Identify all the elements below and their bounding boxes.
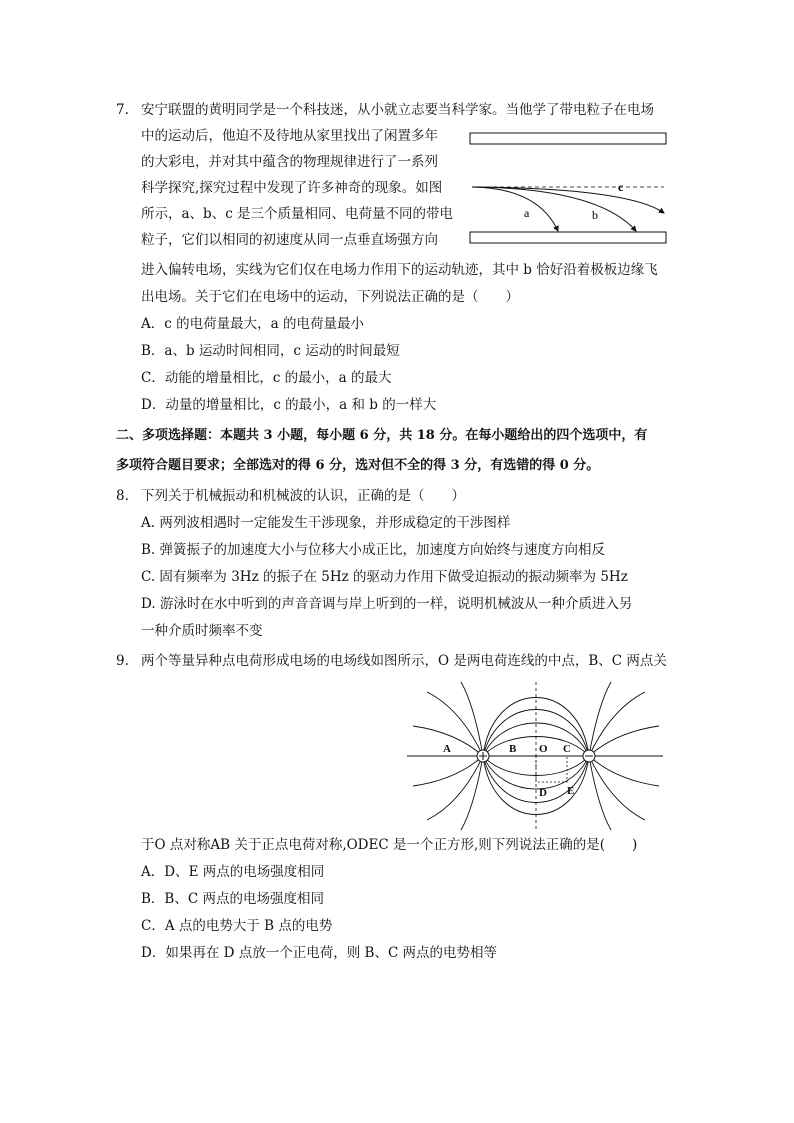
q7-label-a: a xyxy=(524,206,530,220)
q7-option-b: B．a、b 运动时间相同，c 运动的时间最短 xyxy=(141,343,400,359)
q7-lower-plate xyxy=(470,232,666,243)
q8-stem: 下列关于机械振动和机械波的认识，正确的是（ ） xyxy=(141,488,465,504)
q7-option-c: C．动能的增量相比，c 的最小，a 的最大 xyxy=(141,370,392,386)
q7-stem-line-2: 中的运动后，他迫不及待地从家里找出了闲置多年 xyxy=(141,128,438,144)
q7-stem-line-8: 出电场。关于它们在电场中的运动，下列说法正确的是（ ） xyxy=(141,289,519,305)
q9-label-a: A xyxy=(443,743,451,755)
q8-option-c: C. 固有频率为 3Hz 的振子在 5Hz 的驱动力作用下做受迫振动的振动频率为 5Hz xyxy=(141,569,628,585)
q9-label-b: B xyxy=(509,743,517,755)
q9-number: 9. xyxy=(116,653,129,669)
section2-header-line-1: 二、多项选择题：本题共 3 小题，每小题 6 分，共 18 分。在每小题给出的四个选项中，有 xyxy=(116,428,648,443)
q8-option-b: B. 弹簧振子的加速度大小与位移大小成正比，加速度方向始终与速度方向相反 xyxy=(141,542,606,558)
q7-option-d: D．动量的增量相比，c 的最小，a 和 b 的一样大 xyxy=(141,397,437,413)
q9-option-c: C．A 点的电势大于 B 点的电势 xyxy=(141,918,333,934)
q7-stem-line-1: 安宁联盟的黄明同学是一个科技迷，从小就立志要当科学家。当他学了带电粒子在电场 xyxy=(141,102,654,118)
q9-stem-line-2: 于O 点对称AB 关于正点电荷对称,ODEC 是一个正方形,则下列说法正确的是( ) xyxy=(141,837,638,853)
q9-stem-line-1: 两个等量异种点电荷形成电场的电场线如图所示，O 是两电荷连线的中点，B、C 两点关 xyxy=(141,653,667,669)
q9-label-o: O xyxy=(539,743,548,755)
q9-label-e: E xyxy=(567,785,575,797)
q9-option-d: D．如果再在 D 点放一个正电荷，则 B、C 两点的电势相等 xyxy=(141,945,498,961)
q9-square-odec xyxy=(536,756,567,782)
q7-option-a: A．c 的电荷量最大，a 的电荷量最小 xyxy=(141,316,364,332)
q8-option-a: A. 两列波相遇时一定能发生干涉现象，并形成稳定的干涉图样 xyxy=(141,515,511,531)
q7-deflection-figure xyxy=(468,130,668,250)
q7-stem-line-7: 进入偏转电场，实线为它们仅在电场力作用下的运动轨迹，其中 b 恰好沿着极板边缘飞 xyxy=(141,262,658,278)
q9-label-d: D xyxy=(539,787,547,799)
q8-option-d: D. 游泳时在水中听到的声音音调与岸上听到的一样，说明机械波从一种介质进入另 xyxy=(141,596,633,612)
q7-trajectory-c xyxy=(472,187,664,213)
q8-number: 8. xyxy=(116,488,129,504)
q9-field-lines xyxy=(407,682,663,830)
q7-label-b: b xyxy=(592,208,598,222)
q8-option-d-cont: 一种介质时频率不变 xyxy=(141,623,263,639)
q7-stem-line-5: 所示，a、b、c 是三个质量相同、电荷量不同的带电 xyxy=(141,206,454,222)
q7-trajectory-a xyxy=(472,187,558,231)
q7-stem-line-4: 科学探究,探究过程中发现了许多神奇的现象。如图 xyxy=(141,180,443,196)
section2-header-line-2: 多项符合题目要求；全部选对的得 6 分，选对但不全的得 3 分，有选错的得 0 分。 xyxy=(116,458,600,473)
q7-upper-plate xyxy=(470,133,666,144)
q7-number: 7. xyxy=(116,102,129,118)
q7-stem-line-6: 粒子，它们以相同的初速度从同一点垂直场强方向 xyxy=(141,232,438,248)
q9-option-b: B．B、C 两点的电场强度相同 xyxy=(141,891,324,907)
q9-field-lines-figure xyxy=(407,682,663,832)
q7-label-c: c xyxy=(618,180,624,194)
q9-label-c: C xyxy=(563,743,571,755)
q9-option-a: A．D、E 两点的电场强度相同 xyxy=(141,864,325,880)
q7-stem-line-3: 的大彩电，并对其中蕴含的物理规律进行了一系列 xyxy=(141,154,438,170)
